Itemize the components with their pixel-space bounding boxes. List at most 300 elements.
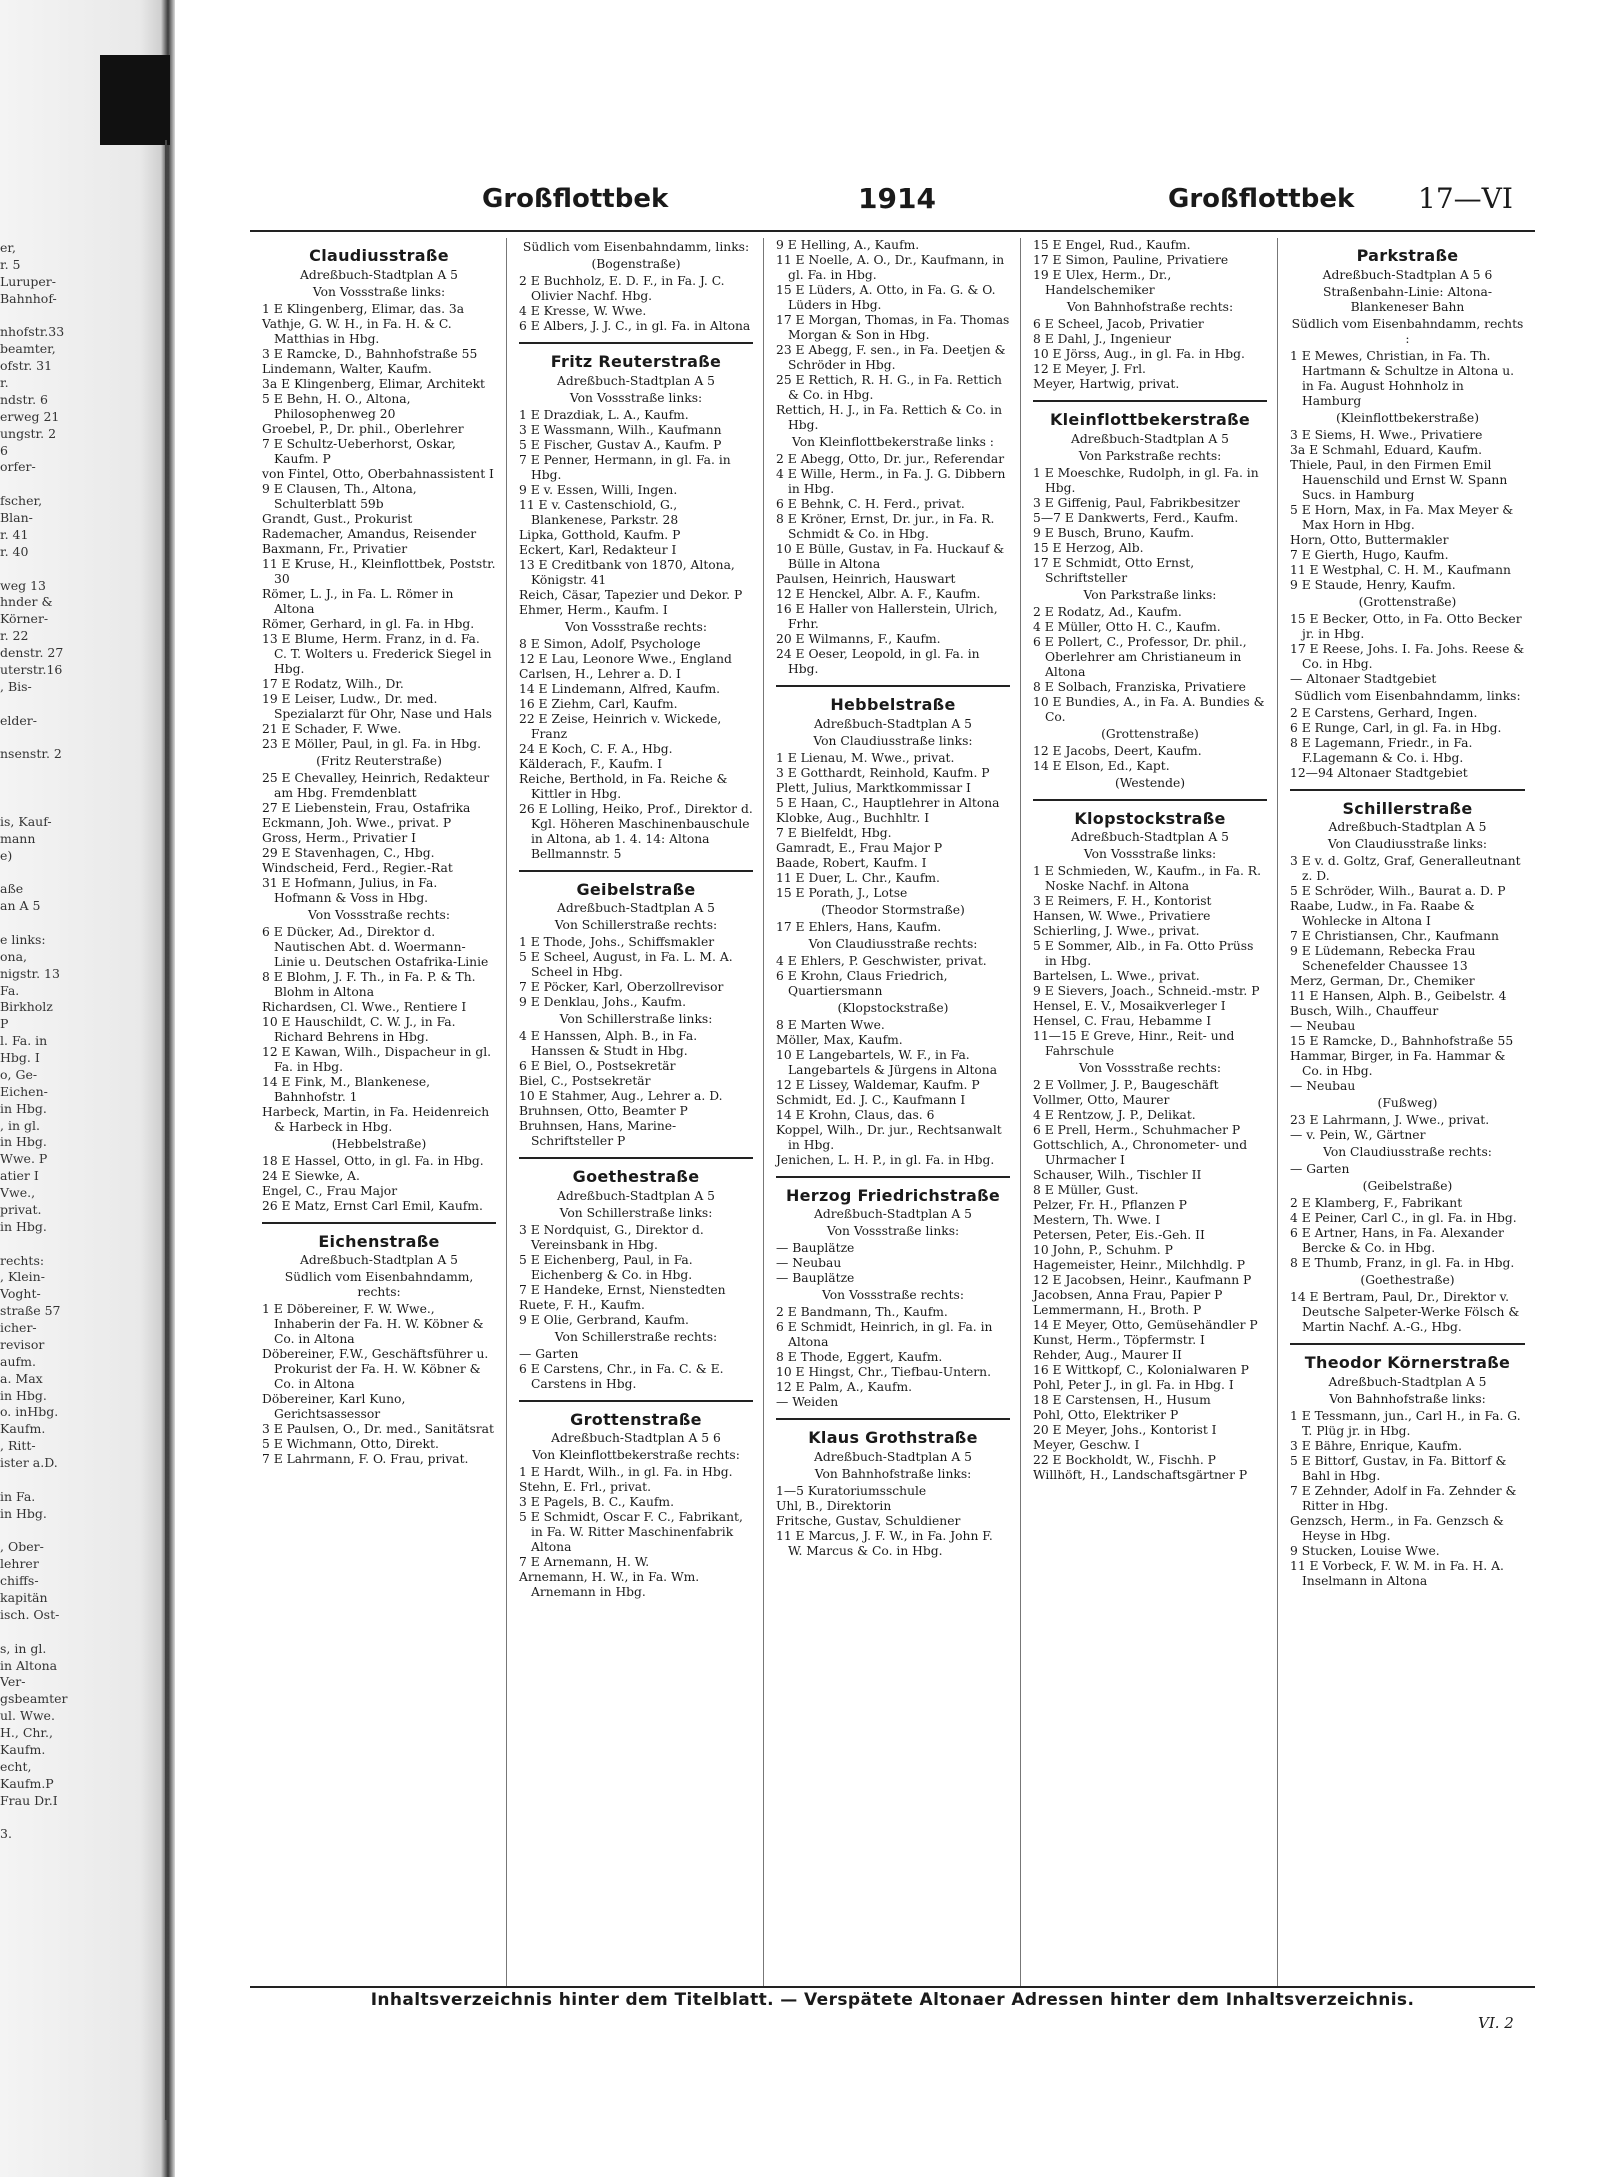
- address-entry: 13 E Blume, Herm. Franz, in d. Fa. C. T. Wolters u. Frederick Siegel in Hbg.: [262, 631, 492, 676]
- street-section-note: (Bogenstraße): [591, 257, 681, 271]
- address-entry: — v. Pein, W., Gärtner: [1290, 1128, 1426, 1143]
- previous-page-line: [0, 780, 95, 797]
- address-entry: Genzsch, Herm., in Fa. Genzsch & Heyse in Hbg.: [1290, 1513, 1504, 1543]
- street-heading: Goethestraße: [572, 1167, 700, 1187]
- address-entry: 5 E Scheel, August, in Fa. L. M. A. Scheel in Hbg.: [519, 950, 733, 980]
- address-entry: 12 E Palm, A., Kaufm.: [776, 1380, 913, 1395]
- street-separator: [1033, 799, 1267, 801]
- address-entry: Gamradt, E., Frau Major P: [776, 840, 943, 855]
- street-section-note: Von Bahnhofstraße links:: [814, 1466, 972, 1481]
- street-section-note: Adreßbuch-Stadtplan A 5: [814, 1207, 972, 1222]
- address-entry: 5 E Wichmann, Otto, Direkt.: [262, 1437, 439, 1452]
- address-entry: 11 E Vorbeck, F. W. M. in Fa. H. A. Inselmann in Altona: [1290, 1558, 1504, 1588]
- previous-page-line: Kaufm.: [0, 1421, 46, 1437]
- street-section-note: Von Claudiusstraße rechts:: [808, 936, 978, 951]
- address-entry: 1 E Hardt, Wilh., in gl. Fa. in Hbg.: [519, 1465, 733, 1480]
- header-left-title: Großflottbek: [482, 184, 669, 214]
- street-separator: [1290, 1343, 1525, 1345]
- address-entry: 3 E Pagels, B. C., Kaufm.: [519, 1495, 674, 1510]
- street-section-note: Von Vossstraße rechts:: [822, 1288, 964, 1303]
- address-entry: 18 E Carstensen, H., Husum: [1033, 1393, 1211, 1408]
- address-entry: Bruhnsen, Hans, Marine-Schriftsteller P: [519, 1119, 677, 1149]
- address-entry: 9 E Busch, Bruno, Kaufm.: [1033, 525, 1195, 540]
- address-entry: 10 John, P., Schuhm. P: [1033, 1243, 1173, 1258]
- address-entry: 2 E Rodatz, Ad., Kaufm.: [1033, 604, 1182, 619]
- address-entry: Horn, Otto, Buttermakler: [1290, 532, 1449, 547]
- address-entry: 26 E Lolling, Heiko, Prof., Direktor d. Kgl. Höheren Maschinenbauschule in Altona, ab 1. 4. 14: Altona Bellmannstr. 5: [519, 801, 753, 861]
- address-entry: Vathje, G. W. H., in Fa. H. & C. Matthias in Hbg.: [262, 316, 452, 346]
- previous-page-line: [0, 1624, 95, 1641]
- address-entry: 17 E Ehlers, Hans, Kaufm.: [776, 919, 942, 934]
- address-entry: 3 E Nordquist, G., Direktor d. Vereinsbank in Hbg.: [519, 1222, 704, 1252]
- address-entry: 6 E Pollert, C., Professor, Dr. phil., Oberlehrer am Christianeum in Altona: [1033, 634, 1247, 679]
- address-entry: Paulsen, Heinrich, Hauswart: [776, 572, 956, 586]
- address-entry: Mestern, Th. Wwe. I: [1033, 1213, 1161, 1228]
- street-section-note: Von Schillerstraße links:: [559, 1205, 713, 1220]
- previous-page-line: fscher,: [0, 493, 43, 509]
- address-entry: 3 E Gotthardt, Reinhold, Kaufm. P: [776, 765, 990, 780]
- address-entry: Groebel, P., Dr. phil., Oberlehrer: [262, 421, 464, 436]
- previous-page-line: in Fa.: [0, 1488, 36, 1504]
- previous-page-line: ungstr. 2: [0, 425, 57, 441]
- address-entry: 23 E Lahrmann, J. Wwe., privat.: [1290, 1113, 1490, 1128]
- street-section-note: Südlich vom Eisenbahndamm, rechts:: [284, 1270, 474, 1300]
- address-entry: 11 E Hansen, Alph. B., Geibelstr. 4: [1290, 989, 1507, 1004]
- street-section-note: Adreßbuch-Stadtplan A 5: [1328, 820, 1487, 835]
- street-section-note: Von Bahnhofstraße rechts:: [1066, 300, 1234, 314]
- address-entry: Hagemeister, Heinr., Milchhdlg. P: [1033, 1258, 1246, 1273]
- column-3: [764, 238, 1021, 1988]
- address-entry: 24 E Oeser, Leopold, in gl. Fa. in Hbg.: [776, 647, 980, 676]
- address-entry: Pohl, Otto, Elektriker P: [1033, 1408, 1179, 1423]
- street-section-note: Von Vossstraße links:: [312, 284, 446, 299]
- street-heading: Schillerstraße: [1342, 798, 1473, 818]
- address-entry: 11—15 E Greve, Hinr., Reit- und Fahrschule: [1033, 1029, 1235, 1059]
- street-section-note: (Goethestraße): [1360, 1273, 1455, 1288]
- previous-page-line: rechts:: [0, 1252, 45, 1268]
- address-entry: 15 E Engel, Rud., Kaufm.: [1033, 238, 1191, 252]
- previous-page-line: [0, 864, 95, 881]
- address-entry: 1 E Döbereiner, F. W. Wwe., Inhaberin der Fa. H. W. Köbner & Co. in Altona: [262, 1302, 484, 1347]
- street-section-note: (Grottenstraße): [1101, 726, 1199, 741]
- previous-page-line: an A 5: [0, 898, 41, 914]
- street-section-note: Von Vossstraße rechts:: [1079, 1061, 1221, 1076]
- previous-page-line: Körner-: [0, 611, 49, 627]
- address-entry: 22 E Zeise, Heinrich v. Wickede, Franz: [519, 711, 722, 741]
- scan-shadow: [100, 55, 170, 145]
- address-entry: 9 E Clausen, Th., Altona, Schulterblatt 59b: [262, 481, 417, 511]
- address-entry: 26 E Matz, Ernst Carl Emil, Kaufm.: [262, 1198, 483, 1213]
- address-entry: Thiele, Paul, in den Firmen Emil Hauenschild und Ernst W. Spann Sucs. in Hamburg: [1290, 457, 1508, 502]
- street-section-note: Adreßbuch-Stadtplan A 5: [557, 373, 715, 388]
- previous-page-line: 3.: [0, 1826, 12, 1842]
- previous-page-line: , Ober-: [0, 1539, 44, 1555]
- address-entry: Windscheid, Ferd., Regier.-Rat: [262, 860, 453, 875]
- street-heading: Kleinflottbekerstraße: [1049, 410, 1251, 429]
- street-section-note: Adreßbuch-Stadtplan A 5: [300, 1253, 458, 1268]
- address-entry: 13 E Creditbank von 1870, Altona, Königstr. 41: [519, 557, 735, 587]
- column-2: [507, 238, 764, 1988]
- street-section-note: (Geibelstraße): [1362, 1179, 1453, 1194]
- address-entry: 7 E Gierth, Hugo, Kaufm.: [1290, 547, 1449, 562]
- address-entry: 15 E Lüders, A. Otto, in Fa. G. & O. Lüders in Hbg.: [776, 283, 996, 312]
- address-entry: Reich, Cäsar, Tapezier und Dekor. P: [519, 587, 743, 602]
- street-section-note: Adreßbuch-Stadtplan A 5 6: [551, 1431, 721, 1446]
- previous-page-line: [0, 476, 95, 493]
- street-section-note: (Grottenstraße): [1358, 594, 1457, 609]
- previous-page-line: Wwe. P: [0, 1151, 48, 1167]
- address-entry: — Neubau: [776, 1256, 842, 1271]
- address-entry: Eckert, Karl, Redakteur I: [519, 542, 677, 557]
- address-entry: Baade, Robert, Kaufm. I: [776, 855, 927, 870]
- address-entry: Hammar, Birger, in Fa. Hammar & Co. in Hbg.: [1290, 1049, 1506, 1079]
- address-entry: 2 E Bandmann, Th., Kaufm.: [776, 1305, 948, 1320]
- address-entry: 7 E Penner, Hermann, in gl. Fa. in Hbg.: [519, 452, 731, 482]
- address-entry: 5 E Schmidt, Oscar F. C., Fabrikant, in Fa. W. Ritter Maschinenfabrik Altona: [519, 1510, 743, 1555]
- street-separator: [776, 1418, 1010, 1420]
- address-entry: 4 E Hanssen, Alph. B., in Fa. Hanssen & Studt in Hbg.: [519, 1029, 698, 1059]
- address-entry: 5 E Haan, C., Hauptlehrer in Altona: [776, 795, 1000, 810]
- address-entry: 17 E Rodatz, Wilh., Dr.: [262, 676, 404, 691]
- street-section-note: Von Schillerstraße rechts:: [554, 918, 718, 933]
- previous-page-line: [0, 696, 95, 713]
- previous-page-line: Bahnhof-: [0, 290, 57, 306]
- address-entry: 11 E Marcus, J. F. W., in Fa. John F. W. Marcus & Co. in Hbg.: [776, 1528, 993, 1558]
- street-section-note: Adreßbuch-Stadtplan A 5: [814, 1449, 972, 1464]
- column-1: [250, 238, 507, 1988]
- address-entry: 1—5 Kuratoriumsschule: [776, 1483, 927, 1498]
- address-entry: Uhl, B., Direktorin: [776, 1498, 892, 1513]
- address-entry: 15 E Herzog, Alb.: [1033, 540, 1144, 555]
- street-heading: Grottenstraße: [570, 1409, 702, 1429]
- previous-page-line: straße 57: [0, 1303, 61, 1319]
- street-section-note: Von Schillerstraße rechts:: [554, 1329, 718, 1344]
- address-entry: 10 E Bundies, A., in Fa. A. Bundies & Co.: [1033, 694, 1265, 724]
- address-entry: — Garten: [519, 1346, 579, 1361]
- previous-page-line: e): [0, 847, 13, 863]
- address-entry: Römer, L. J., in Fa. L. Römer in Altona: [262, 586, 454, 616]
- previous-page-line: aufm.: [0, 1353, 36, 1369]
- previous-page-line: elder-: [0, 712, 37, 728]
- previous-page-line: beamter,: [0, 341, 56, 357]
- address-entry: 22 E Bockholdt, W., Fischh. P: [1033, 1453, 1216, 1468]
- address-entry: 1 E Thode, Johs., Schiffsmakler: [519, 935, 715, 950]
- previous-page-line: 6: [0, 442, 8, 458]
- address-entry: Reiche, Berthold, in Fa. Reiche & Kittler in Hbg.: [519, 771, 728, 801]
- address-entry: 12 E Kawan, Wilh., Dispacheur in gl. Fa. in Hbg.: [262, 1044, 492, 1074]
- previous-page-line: in Hbg.: [0, 1387, 47, 1403]
- previous-page-line: uterstr.16: [0, 661, 63, 677]
- previous-page-line: echt,: [0, 1758, 32, 1774]
- address-entry: 7 E Schultz-Ueberhorst, Oskar, Kaufm. P: [262, 436, 456, 466]
- address-entry: Biel, C., Postsekretär: [519, 1074, 651, 1089]
- address-entry: 7 E Zehnder, Adolf in Fa. Zehnder & Ritter in Hbg.: [1290, 1483, 1517, 1513]
- address-entry: 2 E Vollmer, J. P., Baugeschäft: [1033, 1078, 1219, 1093]
- address-entry: 1 E Mewes, Christian, in Fa. Th. Hartmann & Schultze in Altona u. in Fa. August Hohnholz in Hamburg: [1290, 348, 1515, 408]
- address-entry: Gross, Herm., Privatier I: [262, 830, 416, 845]
- address-entry: 17 E Schmidt, Otto Ernst, Schriftsteller: [1033, 555, 1195, 585]
- address-entry: Rehder, Aug., Maurer II: [1033, 1348, 1182, 1363]
- street-heading: Herzog Friedrichstraße: [785, 1185, 1001, 1205]
- address-entry: 7 E Arnemann, H. W.: [519, 1555, 650, 1570]
- street-separator: [519, 342, 753, 344]
- street-section-note: Von Bahnhofstraße links:: [1329, 1391, 1486, 1406]
- previous-page-line: mann: [0, 830, 36, 846]
- address-entry: Hansen, W. Wwe., Privatiere: [1033, 909, 1211, 924]
- street-section-note: (Fußweg): [1377, 1096, 1438, 1111]
- address-entry: Engel, C., Frau Major: [262, 1183, 398, 1198]
- previous-page-line: Eichen-: [0, 1083, 48, 1099]
- address-entry: — Bauplätze: [776, 1241, 855, 1256]
- previous-page-line: s, in gl.: [0, 1640, 47, 1656]
- street-separator: [519, 1400, 753, 1402]
- street-section-note: Von Claudiusstraße rechts:: [1323, 1145, 1492, 1160]
- address-entry: 5 E Bittorf, Gustav, in Fa. Bittorf & Bahl in Hbg.: [1290, 1453, 1507, 1483]
- address-entry: 3 E Paulsen, O., Dr. med., Sanitätsrat: [262, 1422, 494, 1437]
- address-entry: Pelzer, Fr. H., Pflanzen P: [1033, 1198, 1187, 1213]
- address-entry: Schauser, Wilh., Tischler II: [1033, 1168, 1202, 1183]
- previous-page-line: lehrer: [0, 1556, 39, 1572]
- previous-page-line: ona,: [0, 948, 28, 964]
- address-entry: 17 E Reese, Johs. I. Fa. Johs. Reese & Co. in Hbg.: [1290, 641, 1525, 671]
- street-section-note: Südlich vom Eisenbahndamm, links:: [522, 240, 750, 254]
- previous-page-line: erweg 21: [0, 408, 60, 424]
- address-entry: 3 E Wassmann, Wilh., Kaufmann: [519, 422, 722, 437]
- address-entry: 11 E Duer, L. Chr., Kaufm.: [776, 870, 940, 885]
- address-entry: — Bauplätze: [776, 1271, 855, 1286]
- street-section-note: Von Parkstraße rechts:: [1078, 448, 1222, 463]
- street-section-note: Von Schillerstraße links:: [559, 1012, 713, 1027]
- address-entry: 10 E Hauschildt, C. W. J., in Fa. Richard Behrens in Hbg.: [262, 1014, 456, 1044]
- header-year: 1914: [858, 182, 936, 215]
- address-entry: Harbeck, Martin, in Fa. Heidenreich & Harbeck in Hbg.: [262, 1104, 490, 1134]
- street-section-note: Von Kleinflottbekerstraße links :: [792, 435, 994, 449]
- address-entry: — Altonaer Stadtgebiet: [1290, 671, 1437, 686]
- address-entry: 25 E Chevalley, Heinrich, Redakteur am Hbg. Fremdenblatt: [262, 770, 490, 800]
- address-entry: 12 E Jacobs, Deert, Kaufm.: [1033, 743, 1202, 758]
- address-entry: 1 E Lienau, M. Wwe., privat.: [776, 750, 955, 765]
- street-section-note: (Theodor Stormstraße): [821, 902, 965, 917]
- address-entry: Arnemann, H. W., in Fa. Wm. Arnemann in Hbg.: [519, 1570, 700, 1600]
- previous-page-line: in Hbg.: [0, 1134, 47, 1150]
- previous-page-line: ofstr. 31: [0, 358, 53, 374]
- address-entry: 10 E Bülle, Gustav, in Fa. Huckauf & Bülle in Altona: [776, 542, 1005, 571]
- address-entry: 14 E Fink, M., Blankenese, Bahnhofstr. 1: [262, 1074, 431, 1104]
- previous-page-line: Kaufm.P: [0, 1775, 54, 1791]
- address-entry: 12 E Henckel, Albr. A. F., Kaufm.: [776, 587, 981, 601]
- previous-page-line: r. 41: [0, 526, 29, 542]
- address-entry: 8 E Blohm, J. F. Th., in Fa. P. & Th. Blohm in Altona: [262, 969, 476, 999]
- address-entry: Meyer, Geschw. I: [1033, 1438, 1140, 1453]
- previous-page-line: Ver-: [0, 1674, 26, 1690]
- address-entry: Willhöft, H., Landschaftsgärtner P: [1033, 1468, 1248, 1483]
- previous-page-line: Voght-: [0, 1286, 41, 1302]
- address-entry: Döbereiner, F.W., Geschäftsführer u. Prokurist der Fa. H. W. Köbner & Co. in Altona: [262, 1347, 489, 1392]
- address-entry: 16 E Ziehm, Carl, Kaufm.: [519, 696, 678, 711]
- previous-page-line: [0, 763, 95, 780]
- address-entry: 10 E Hingst, Chr., Tiefbau-Untern.: [776, 1365, 991, 1380]
- address-entry: 8 E Solbach, Franziska, Privatiere: [1033, 679, 1246, 694]
- street-heading: Claudiusstraße: [309, 246, 449, 265]
- address-entry: Fritsche, Gustav, Schuldiener: [776, 1513, 961, 1528]
- previous-page-line: isch. Ost-: [0, 1606, 60, 1622]
- street-section-note: Von Vossstraße links:: [1083, 847, 1217, 862]
- address-entry: 24 E Koch, C. F. A., Hbg.: [519, 741, 673, 756]
- signature-mark: VI. 2: [1478, 2014, 1514, 2032]
- street-section-note: Adreßbuch-Stadtplan A 5: [1071, 431, 1229, 446]
- address-entry: 24 E Siewke, A.: [262, 1168, 360, 1183]
- address-entry: 12 E Lau, Leonore Wwe., England: [519, 651, 732, 666]
- address-entry: 6 E Biel, O., Postsekretär: [519, 1059, 676, 1074]
- previous-page-line: [0, 1809, 95, 1826]
- previous-page-line: [0, 797, 95, 814]
- previous-page-line: P: [0, 1016, 9, 1032]
- address-entry: 8 E Kröner, Ernst, Dr. jur., in Fa. R. Schmidt & Co. in Hbg.: [776, 512, 995, 541]
- street-section-note: (Kleinflottbekerstraße): [1335, 410, 1480, 425]
- street-section-note: Adreßbuch-Stadtplan A 5: [557, 1188, 715, 1203]
- address-entry: 9 E v. Essen, Willi, Ingen.: [519, 482, 678, 497]
- previous-page-line: atier I: [0, 1168, 39, 1184]
- address-entry: 3 E Bähre, Enrique, Kaufm.: [1290, 1438, 1463, 1453]
- street-section-note: Südlich vom Eisenbahndamm, rechts :: [1291, 316, 1524, 346]
- previous-page-line: r. 40: [0, 543, 29, 559]
- address-entry: Möller, Max, Kaufm.: [776, 1032, 903, 1047]
- address-entry: Richardsen, Cl. Wwe., Rentiere I: [262, 999, 467, 1014]
- address-entry: 6 E Artner, Hans, in Fa. Alexander Bercke & Co. in Hbg.: [1290, 1226, 1504, 1256]
- previous-page-line: [0, 729, 95, 746]
- header-rule: [250, 230, 1535, 232]
- previous-page-line: ndstr. 6: [0, 391, 48, 407]
- previous-page-line: chiffs-: [0, 1573, 39, 1589]
- address-entry: Klobke, Aug., Buchhltr. I: [776, 810, 930, 825]
- address-entry: Grandt, Gust., Prokurist: [262, 511, 413, 526]
- address-entry: 18 E Hassel, Otto, in gl. Fa. in Hbg.: [262, 1153, 484, 1168]
- address-entry: 2 E Abegg, Otto, Dr. jur., Referendar: [776, 452, 1005, 466]
- address-entry: Lipka, Gotthold, Kaufm. P: [519, 527, 681, 542]
- address-entry: 17 E Morgan, Thomas, in Fa. Thomas Morgan & Son in Hbg.: [776, 313, 1010, 342]
- address-entry: 1 E Moeschke, Rudolph, in gl. Fa. in Hbg.: [1033, 465, 1259, 495]
- directory-columns: [250, 238, 1535, 1988]
- address-entry: 8 E Dahl, J., Ingenieur: [1033, 332, 1172, 346]
- address-entry: 3a E Schmahl, Eduard, Kaufm.: [1290, 442, 1483, 457]
- previous-page-line: a. Max: [0, 1370, 43, 1386]
- previous-page-line: Blan-: [0, 510, 33, 525]
- address-entry: 23 E Abegg, F. sen., in Fa. Deetjen & Schröder in Hbg.: [776, 343, 1006, 372]
- address-entry: 31 E Hofmann, Julius, in Fa. Hofmann & Voss in Hbg.: [262, 875, 438, 905]
- address-entry: 3 E Siems, H. Wwe., Privatiere: [1290, 427, 1483, 442]
- address-entry: 2 E Buchholz, E. D. F., in Fa. J. C. Olivier Nachf. Hbg.: [519, 274, 725, 303]
- address-entry: 15 E Becker, Otto, in Fa. Otto Becker jr. in Hbg.: [1290, 611, 1522, 641]
- previous-page-line: [0, 308, 95, 325]
- previous-page-line: r.: [0, 375, 9, 390]
- address-entry: 6 E Krohn, Claus Friedrich, Quartiersmann: [776, 968, 948, 998]
- street-separator: [776, 1176, 1010, 1178]
- previous-page-line: Hbg. I: [0, 1050, 40, 1065]
- address-entry: 19 E Ulex, Herm., Dr., Handelschemiker: [1033, 268, 1172, 297]
- address-entry: 7 E Bielfeldt, Hbg.: [776, 825, 892, 840]
- address-entry: Schierling, J. Wwe., privat.: [1033, 924, 1200, 939]
- previous-page-line: orfer-: [0, 459, 36, 475]
- address-entry: 9 Stucken, Louise Wwe.: [1290, 1543, 1440, 1558]
- address-entry: 6 E Scheel, Jacob, Privatier: [1033, 317, 1204, 331]
- address-entry: 2 E Klamberg, F., Fabrikant: [1290, 1196, 1463, 1211]
- address-entry: 7 E Lahrmann, F. O. Frau, privat.: [262, 1452, 469, 1467]
- page-number: 17—VI: [1418, 182, 1513, 215]
- address-entry: Jenichen, L. H. P., in gl. Fa. in Hbg.: [776, 1152, 995, 1167]
- street-section-note: Adreßbuch-Stadtplan A 5: [1071, 830, 1229, 845]
- street-separator: [776, 685, 1010, 687]
- street-separator: [1290, 789, 1525, 791]
- address-entry: Römer, Gerhard, in gl. Fa. in Hbg.: [262, 616, 475, 631]
- address-entry: 5—7 E Dankwerts, Ferd., Kaufm.: [1033, 510, 1239, 525]
- address-entry: Baxmann, Fr., Privatier: [262, 541, 408, 556]
- address-entry: — Weiden: [776, 1395, 839, 1410]
- street-section-note: Adreßbuch-Stadtplan A 5: [557, 901, 715, 916]
- address-entry: Rettich, H. J., in Fa. Rettich & Co. in Hbg.: [776, 403, 1003, 432]
- address-entry: Koppel, Wilh., Dr. jur., Rechtsanwalt in Hbg.: [776, 1122, 1002, 1152]
- previous-page-line: , Bis-: [0, 678, 32, 694]
- address-entry: 1 E Klingenberg, Elimar, das. 3a: [262, 301, 465, 316]
- address-entry: 8 E Simon, Adolf, Psychologe: [519, 636, 701, 651]
- address-entry: 5 E Eichenberg, Paul, in Fa. Eichenberg & Co. in Hbg.: [519, 1252, 693, 1282]
- address-entry: 5 E Horn, Max, in Fa. Max Meyer & Max Horn in Hbg.: [1290, 502, 1514, 532]
- address-entry: 9 E Denklau, Johs., Kaufm.: [519, 995, 686, 1010]
- address-entry: Eckmann, Joh. Wwe., privat. P: [262, 815, 452, 830]
- address-entry: 21 E Schader, F. Wwe.: [262, 721, 402, 736]
- address-entry: Hensel, C. Frau, Hebamme I: [1033, 1014, 1212, 1029]
- address-entry: 10 E Stahmer, Aug., Lehrer a. D.: [519, 1089, 723, 1104]
- address-entry: Stehn, E. Frl., privat.: [519, 1480, 651, 1495]
- previous-page-fragment: [0, 240, 95, 1843]
- previous-page-line: nigstr. 13: [0, 965, 60, 981]
- address-entry: 3 E Reimers, F. H., Kontorist: [1033, 894, 1212, 909]
- street-separator: [519, 870, 753, 872]
- address-entry: 3 E Giffenig, Paul, Fabrikbesitzer: [1033, 495, 1240, 510]
- previous-page-line: e links:: [0, 931, 46, 947]
- previous-page-line: r. 22: [0, 628, 29, 644]
- previous-page-line: [0, 1472, 95, 1489]
- previous-page-line: gsbeamter: [0, 1691, 68, 1707]
- footer-rule: [250, 1986, 1535, 1988]
- street-heading: Theodor Körnerstraße: [1304, 1353, 1511, 1373]
- previous-page-line: Kaufm.: [0, 1741, 46, 1757]
- address-entry: 5 E Sommer, Alb., in Fa. Otto Prüss in Hbg.: [1033, 939, 1254, 969]
- street-section-note: Adreßbuch-Stadtplan A 5 6: [1322, 267, 1493, 282]
- address-entry: 4 E Müller, Otto H. C., Kaufm.: [1033, 619, 1221, 634]
- previous-page-line: in Hbg.: [0, 1100, 47, 1116]
- street-heading: Geibelstraße: [576, 879, 696, 899]
- street-section-note: (Klopstockstraße): [837, 1000, 949, 1015]
- street-section-note: Von Vossstraße links:: [569, 390, 703, 405]
- address-entry: Merz, German, Dr., Chemiker: [1290, 974, 1475, 989]
- previous-page-line: r. 5: [0, 256, 21, 272]
- street-section-note: Von Kleinflottbekerstraße rechts:: [532, 1448, 740, 1463]
- address-entry: 12 E Jacobsen, Heinr., Kaufmann P: [1033, 1273, 1252, 1288]
- address-entry: Schmidt, Ed. J. C., Kaufmann I: [776, 1092, 966, 1107]
- previous-page-line: is, Kauf-: [0, 813, 52, 829]
- column-4: [1021, 238, 1278, 1988]
- header-right-title: Großflottbek: [1168, 184, 1355, 214]
- previous-page-line: ul. Wwe.: [0, 1708, 55, 1724]
- address-entry: Plett, Julius, Marktkommissar I: [776, 780, 971, 795]
- previous-page-line: [0, 915, 95, 932]
- address-entry: 8 E Thumb, Franz, in gl. Fa. in Hbg.: [1290, 1256, 1515, 1271]
- previous-page-line: in Altona: [0, 1657, 58, 1673]
- previous-page-line: [0, 1236, 95, 1253]
- previous-page-line: Birkholz: [0, 999, 53, 1015]
- previous-page-line: [0, 561, 95, 578]
- address-entry: 7 E Handeke, Ernst, Nienstedten: [519, 1282, 726, 1297]
